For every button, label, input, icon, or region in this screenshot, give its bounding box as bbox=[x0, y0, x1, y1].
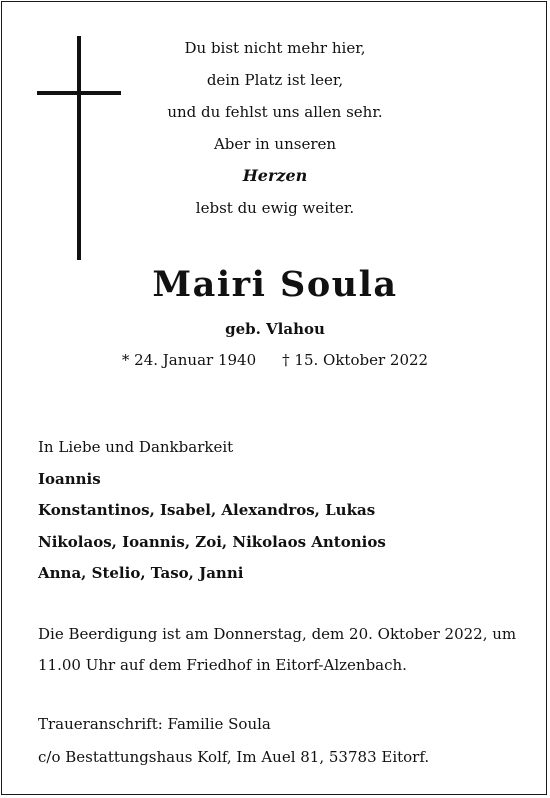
deceased-name: Mairi Soula bbox=[152, 264, 398, 305]
address-line: c/o Bestattungshaus Kolf, Im Auel 81, 53783 Eitorf. bbox=[38, 748, 430, 766]
mourner-line: Konstantinos, Isabel, Alexandros, Lukas bbox=[38, 501, 376, 519]
address-line: Traueranschrift: Familie Soula bbox=[38, 715, 271, 733]
verse-line: lebst du ewig weiter. bbox=[195, 199, 355, 217]
birth-date: * 24. Januar 1940 bbox=[121, 351, 257, 369]
funeral-line: 11.00 Uhr auf dem Friedhof in Eitorf-Alzenbach. bbox=[38, 656, 407, 674]
mourners-block bbox=[38, 432, 518, 590]
mourner-line: Ioannis bbox=[38, 469, 101, 488]
verse-line: dein Platz ist leer, bbox=[206, 71, 344, 89]
mourner-line: Anna, Stelio, Taso, Janni bbox=[38, 564, 244, 582]
verse-line-emphasis: Herzen bbox=[242, 166, 308, 185]
mourner-line: Nikolaos, Ioannis, Zoi, Nikolaos Antonios bbox=[38, 532, 386, 551]
mourners-intro: In Liebe und Dankbarkeit bbox=[38, 438, 234, 456]
funeral-line: Die Beerdigung ist am Donnerstag, dem 20. Oktober 2022, um bbox=[38, 625, 517, 643]
cross-vertical-bar bbox=[77, 36, 81, 260]
life-dates bbox=[0, 351, 550, 369]
cross-horizontal-bar bbox=[37, 91, 121, 95]
memorial-verse bbox=[140, 32, 410, 224]
verse-line: Du bist nicht mehr hier, bbox=[184, 39, 366, 57]
death-date: † 15. Oktober 2022 bbox=[282, 351, 429, 369]
funeral-info bbox=[38, 619, 518, 681]
verse-line: Aber in unseren bbox=[213, 135, 337, 153]
verse-line: und du fehlst uns allen sehr. bbox=[167, 103, 383, 121]
birth-name: geb. Vlahou bbox=[225, 320, 325, 338]
condolence-address bbox=[38, 708, 518, 774]
